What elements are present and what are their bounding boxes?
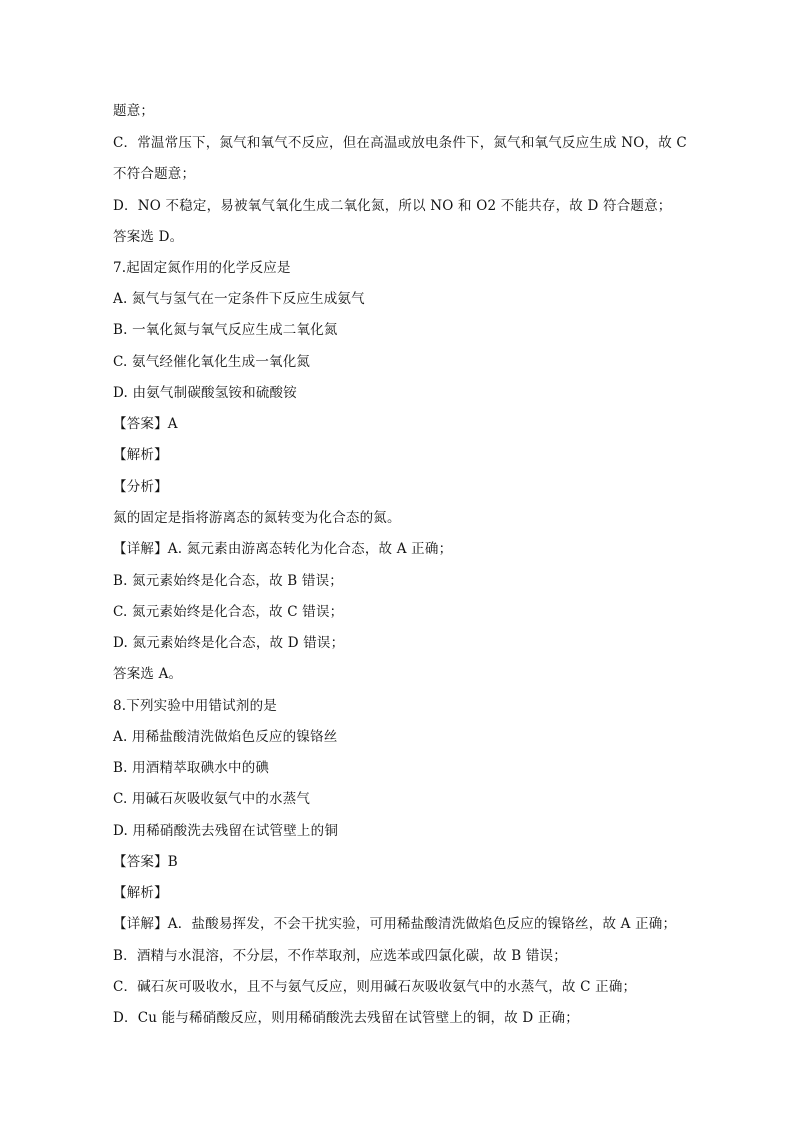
text-line: 答案选 A。 — [113, 666, 183, 682]
option-line: C. 氨气经催化氧化生成一氧化氮 — [113, 354, 311, 370]
analysis-label: 【解析】 — [113, 885, 168, 901]
option-line: B. 用酒精萃取碘水中的碘 — [113, 760, 270, 776]
option-line: D. 用稀硝酸洗去残留在试管壁上的铜 — [113, 823, 339, 839]
text-line: 题意； — [113, 103, 155, 119]
text-line: C．常温常压下，氮气和氧气不反应，但在高温或放电条件下，氮气和氧气反应生成 NO，故 C — [113, 135, 687, 151]
option-line: A. 用稀盐酸清洗做焰色反应的镍铬丝 — [113, 729, 338, 745]
text-line: D．NO 不稳定，易被氧气氧化生成二氧化氮，所以 NO 和 O2 不能共存，故 D 符合题意； — [113, 198, 672, 214]
text-line: 氮的固定是指将游离态的氮转变为化合态的氮。 — [113, 510, 401, 526]
analysis-label: 【分析】 — [113, 479, 168, 495]
text-line: 【详解】A．盐酸易挥发，不会干扰实验，可用稀盐酸清洗做焰色反应的镍铬丝，故 A 正确； — [113, 916, 677, 932]
text-line: 答案选 D。 — [113, 229, 184, 245]
text-line: 【详解】A. 氮元素由游离态转化为化合态，故 A 正确； — [113, 541, 453, 557]
question-title: 8.下列实验中用错试剂的是 — [113, 698, 277, 714]
text-line: C．碱石灰可吸收水，且不与氨气反应，则用碱石灰吸收氨气中的水蒸气，故 C 正确； — [113, 979, 637, 995]
text-line: B．酒精与水混溶，不分层，不作萃取剂，应选苯或四氯化碳，故 B 错误； — [113, 948, 567, 964]
option-line: C. 用碱石灰吸收氨气中的水蒸气 — [113, 791, 311, 807]
text-line: 不符合题意； — [113, 166, 196, 182]
text-line: D. 氮元素始终是化合态，故 D 错误； — [113, 635, 345, 651]
option-line: A. 氮气与氢气在一定条件下反应生成氨气 — [113, 291, 365, 307]
answer-label: 【答案】B — [113, 854, 178, 870]
option-line: D. 由氨气制碳酸氢铵和硫酸铵 — [113, 385, 297, 401]
text-line: B. 氮元素始终是化合态，故 B 错误； — [113, 573, 344, 589]
option-line: B. 一氧化氮与氧气反应生成二氧化氮 — [113, 322, 338, 338]
analysis-label: 【解析】 — [113, 447, 168, 463]
question-title: 7.起固定氮作用的化学反应是 — [113, 260, 291, 276]
text-line: D．Cu 能与稀硝酸反应，则用稀硝酸洗去残留在试管壁上的铜，故 D 正确； — [113, 1010, 579, 1026]
answer-label: 【答案】A — [113, 416, 178, 432]
text-line: C. 氮元素始终是化合态，故 C 错误； — [113, 604, 344, 620]
